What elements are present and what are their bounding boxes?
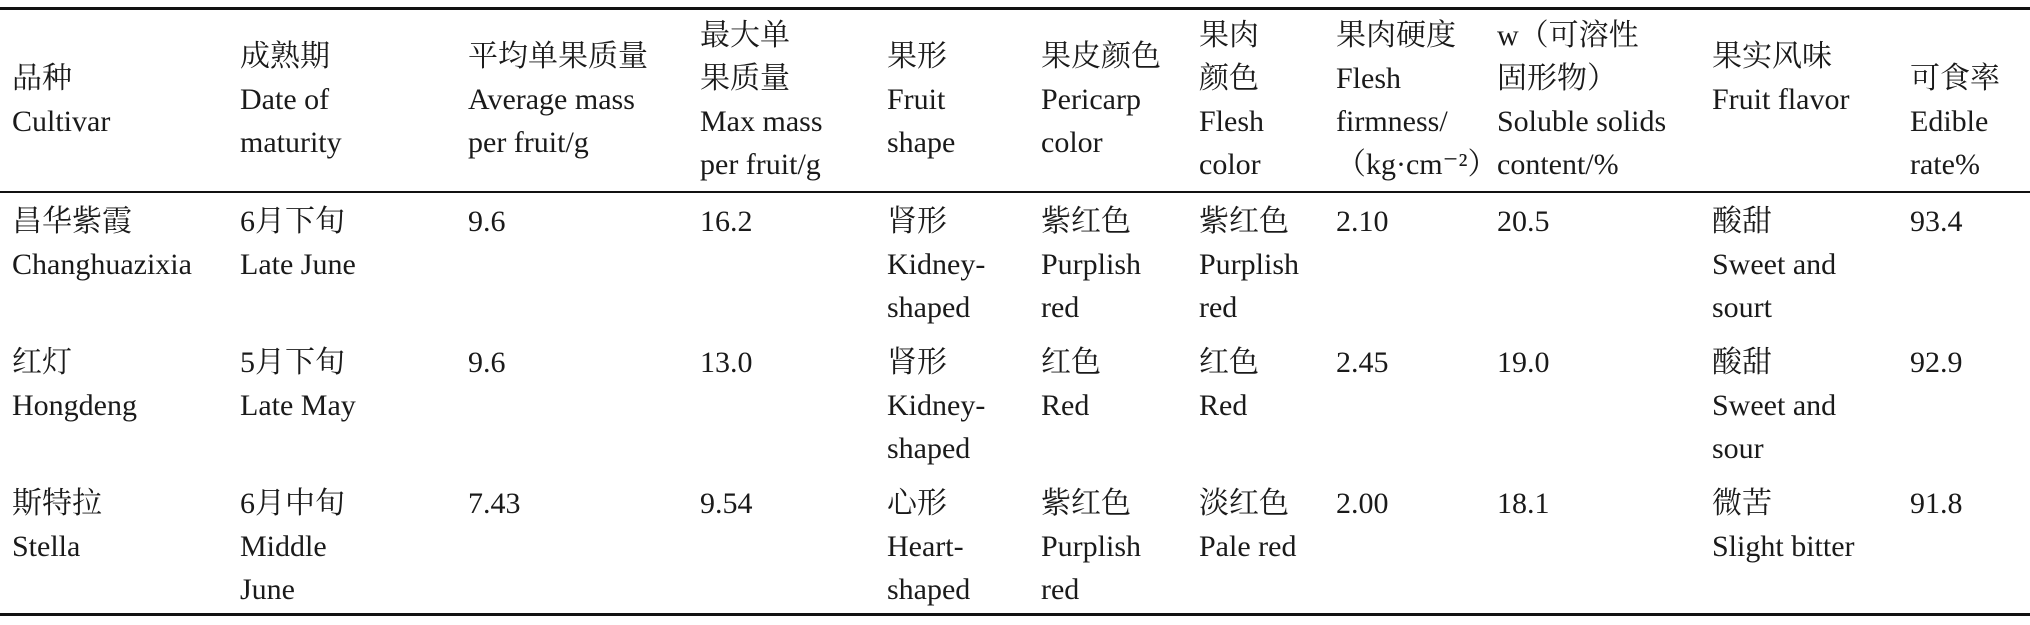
table-cell: 紫红色 Purplish red	[1041, 487, 1142, 606]
table-cell: 2.45	[1336, 346, 1389, 379]
table-cell: 5月下旬 Late May	[240, 346, 356, 422]
header-edible-rate: 可食率 Edible rate%	[1910, 62, 2000, 181]
bottom-rule	[0, 613, 2030, 616]
table-cell: 淡红色 Pale red	[1199, 487, 1297, 563]
table-cell: 9.54	[700, 487, 753, 520]
table-cell: 2.00	[1336, 487, 1389, 520]
top-rule	[0, 7, 2030, 10]
table-cell: 93.4	[1910, 205, 1963, 238]
table-cell: 9.6	[468, 205, 506, 238]
header-cultivar: 品种 Cultivar	[12, 62, 111, 138]
table-cell: 肾形 Kidney- shaped	[887, 205, 986, 324]
header-average-mass: 平均单果质量 Average mass per fruit/g	[468, 40, 648, 159]
table-cell: 91.8	[1910, 487, 1963, 520]
table-cell: 斯特拉 Stella	[12, 487, 102, 563]
table-cell: 7.43	[468, 487, 521, 520]
table-cell: 红色 Red	[1199, 346, 1259, 422]
table-cell: 微苦 Slight bitter	[1712, 487, 1855, 563]
table-cell: 9.6	[468, 346, 506, 379]
header-fruit-shape: 果形 Fruit shape	[887, 40, 956, 159]
header-rule	[0, 191, 2030, 193]
table-cell: 紫红色 Purplish red	[1041, 205, 1142, 324]
table-cell: 红色 Red	[1041, 346, 1101, 422]
table-cell: 2.10	[1336, 205, 1389, 238]
table-cell: 16.2	[700, 205, 753, 238]
table-cell: 6月中旬 Middle June	[240, 487, 345, 606]
table-cell: 6月下旬 Late June	[240, 205, 356, 281]
header-flesh-firmness: 果肉硬度 Flesh firmness/ （kg·cm⁻²）	[1336, 19, 1498, 181]
table-cell: 13.0	[700, 346, 753, 379]
table-cell: 18.1	[1497, 487, 1550, 520]
header-fruit-flavor: 果实风味 Fruit flavor	[1712, 40, 1850, 116]
table-cell: 昌华紫霞 Changhuazixia	[12, 205, 192, 281]
table-cell: 红灯 Hongdeng	[12, 346, 137, 422]
table-cell: 紫红色 Purplish red	[1199, 205, 1300, 324]
header-date-of-maturity: 成熟期 Date of maturity	[240, 40, 342, 159]
table-cell: 心形 Heart- shaped	[887, 487, 971, 606]
table-cell: 肾形 Kidney- shaped	[887, 346, 986, 465]
header-soluble-solids: w（可溶性 固形物） Soluble solids content/%	[1497, 19, 1667, 181]
table-cell: 92.9	[1910, 346, 1963, 379]
table-cell: 19.0	[1497, 346, 1550, 379]
table-cell: 酸甜 Sweet and sour	[1712, 346, 1837, 465]
header-pericarp-color: 果皮颜色 Pericarp color	[1041, 40, 1161, 159]
table-cell: 20.5	[1497, 205, 1550, 238]
table-cell: 酸甜 Sweet and sourt	[1712, 205, 1837, 324]
header-flesh-color: 果肉 颜色 Flesh color	[1199, 19, 1265, 181]
header-max-mass: 最大单 果质量 Max mass per fruit/g	[700, 19, 823, 181]
